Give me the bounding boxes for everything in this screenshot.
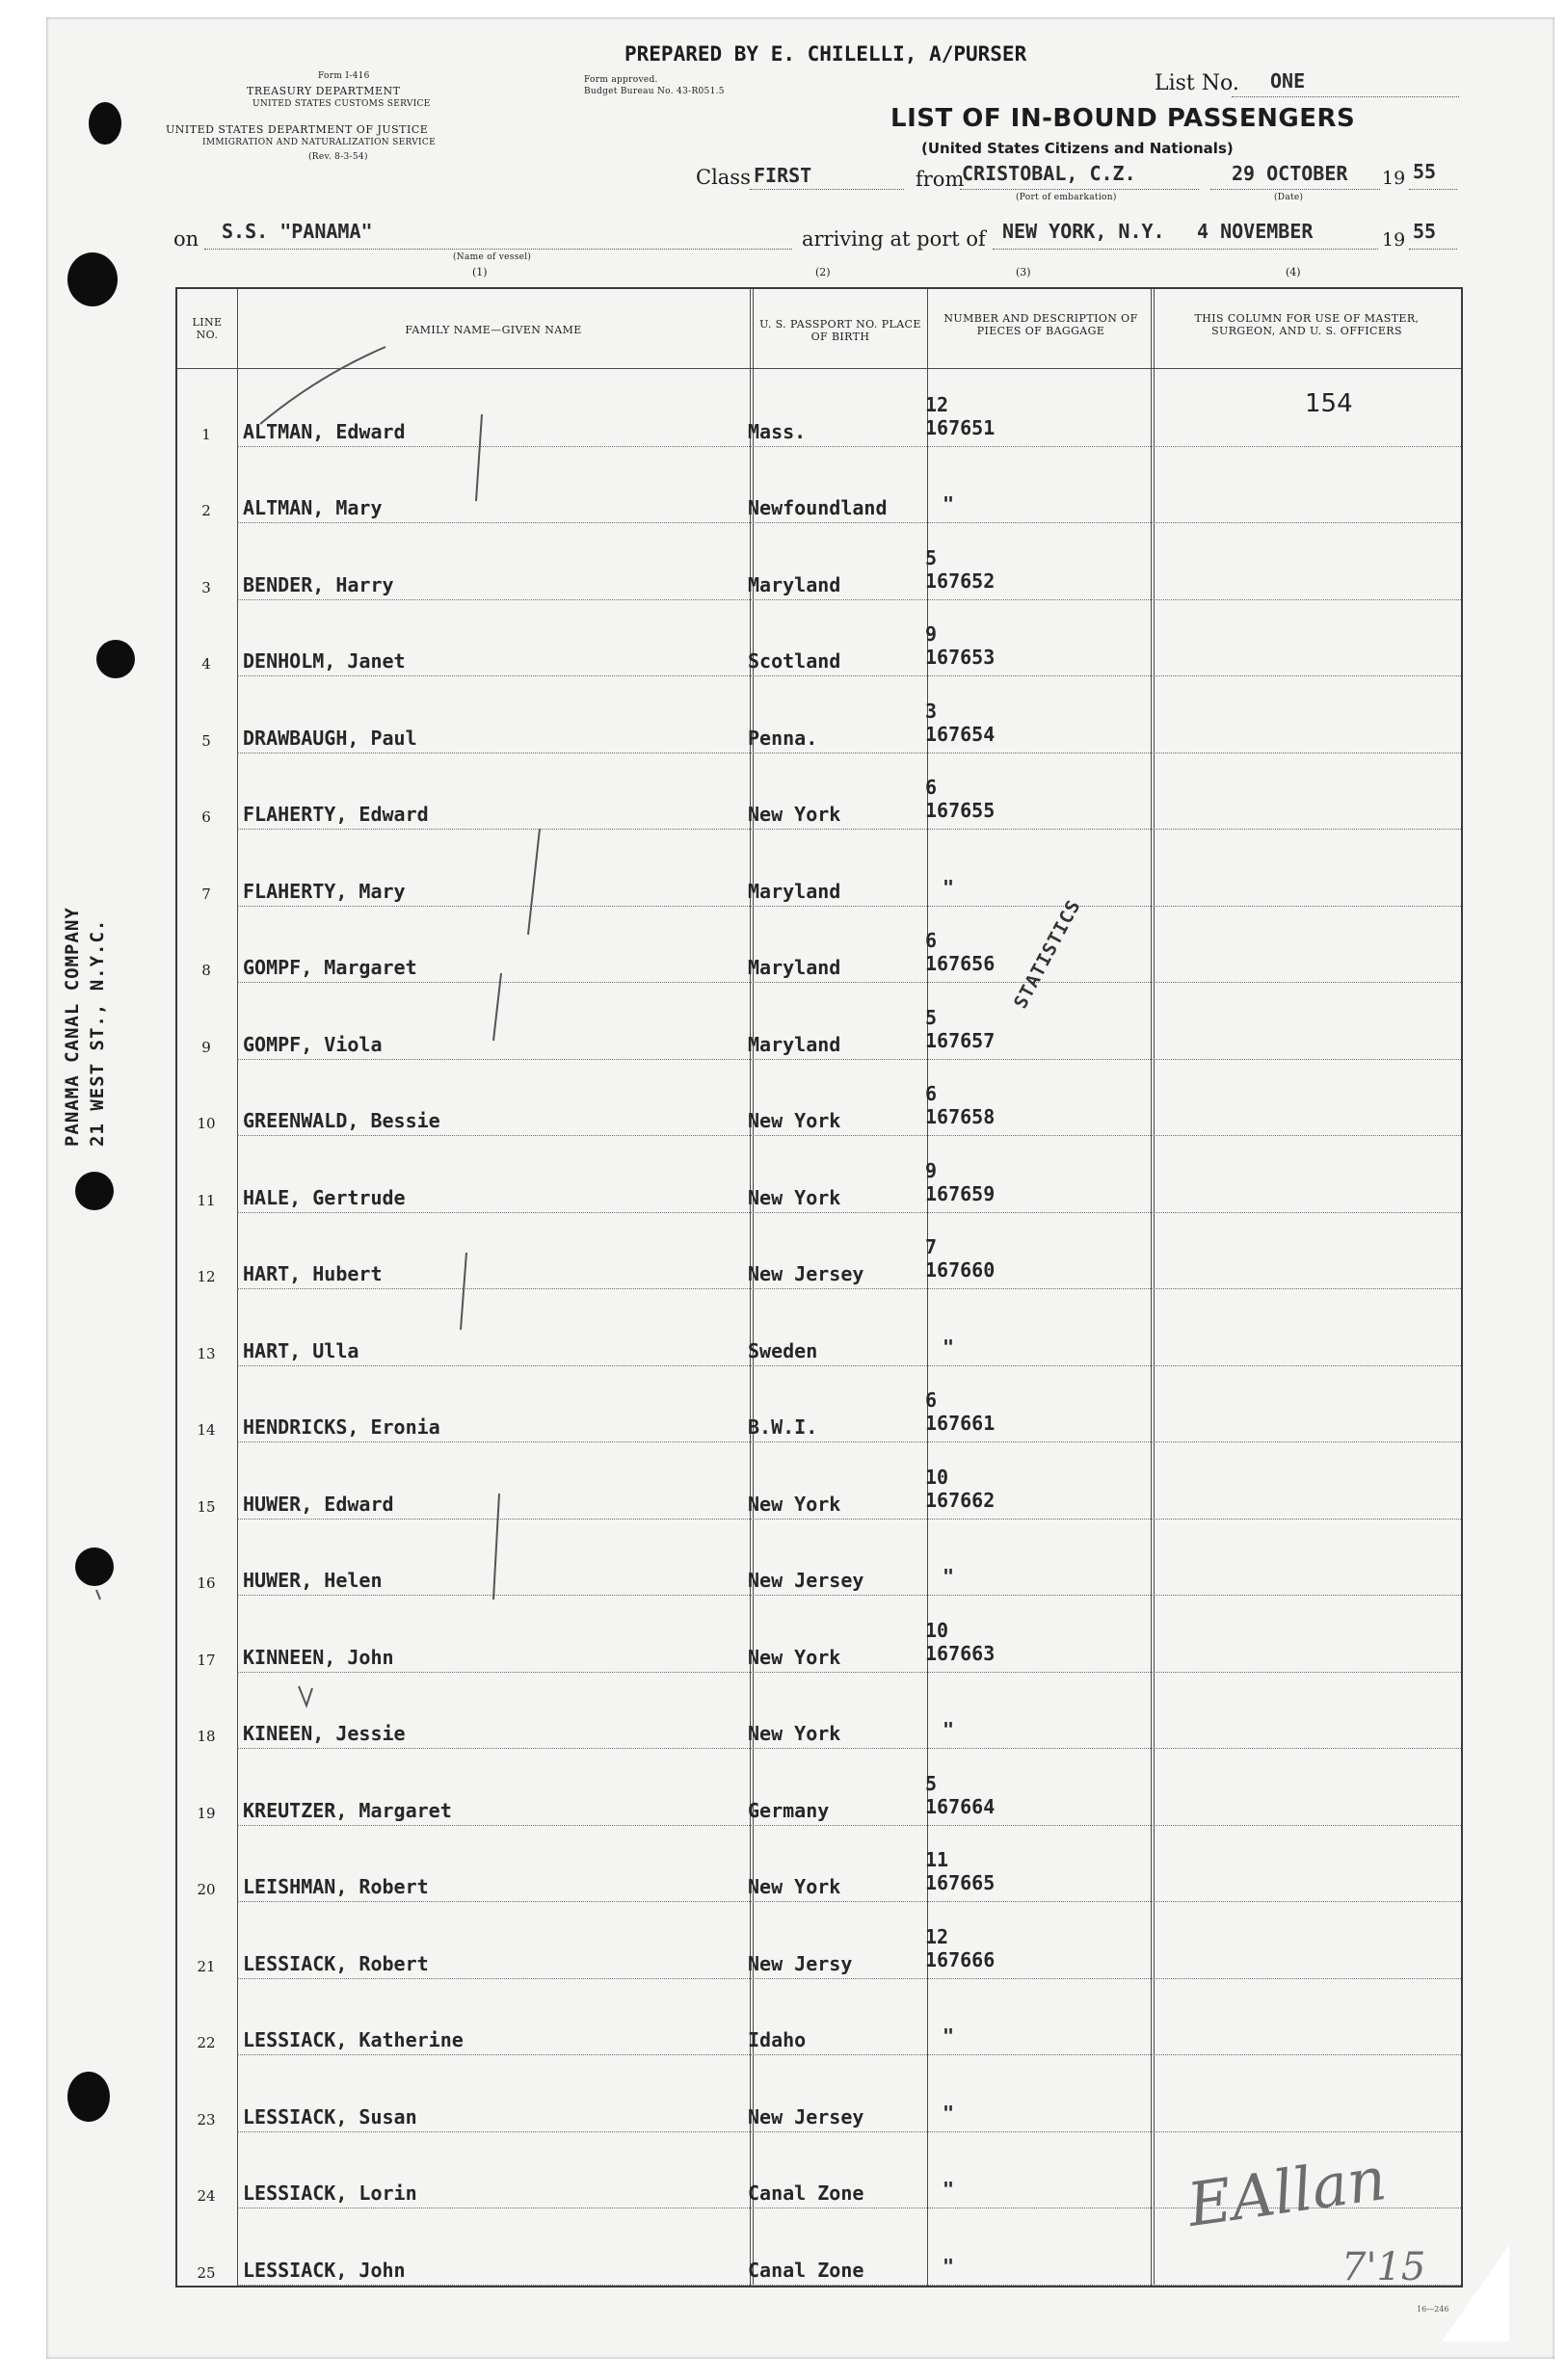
baggage-count: 3 xyxy=(925,699,938,723)
place-of-birth: Sweden xyxy=(748,1338,818,1362)
folded-corner xyxy=(1442,2245,1509,2341)
baggage-number: " xyxy=(943,1718,955,1741)
embarkation-caption: (Port of embarkation) xyxy=(1016,193,1117,202)
table-row xyxy=(177,1902,1461,1979)
baggage-number: 167664 xyxy=(925,1794,996,1818)
table-row xyxy=(177,1213,1461,1290)
column-marker-3: (3) xyxy=(1016,266,1031,278)
baggage-cell xyxy=(925,1848,995,1894)
table-row xyxy=(177,907,1461,984)
line-number: 23 xyxy=(197,2110,216,2129)
baggage-number: 167653 xyxy=(925,646,996,669)
baggage-cell xyxy=(925,876,954,899)
line-number: 4 xyxy=(201,655,211,673)
line-number: 17 xyxy=(197,1651,216,1669)
table-row xyxy=(177,1673,1461,1750)
passenger-name: HUWER, Helen xyxy=(243,1569,383,1592)
baggage-cell xyxy=(925,776,995,822)
table-row xyxy=(177,1749,1461,1826)
line-number: 25 xyxy=(197,2263,216,2282)
list-number-label: List No. xyxy=(1155,71,1239,95)
place-of-birth: New Jersey xyxy=(748,1569,864,1592)
embarkation-line xyxy=(960,189,1199,190)
arriving-label: arriving at port of xyxy=(802,227,986,251)
passenger-name: BENDER, Harry xyxy=(243,572,394,596)
baggage-cell xyxy=(925,1565,954,1588)
company-stamp xyxy=(60,907,110,1147)
departure-year-prefix: 19 xyxy=(1382,168,1406,189)
baggage-number: 167655 xyxy=(925,799,996,822)
passenger-name: KREUTZER, Margaret xyxy=(243,1798,452,1822)
column-header-passport: U. S. PASSPORT NO. PLACE OF BIRTH xyxy=(759,318,921,343)
column-header-officers: THIS COLUMN FOR USE OF MASTER, SURGEON, AND U. S. OFFICERS xyxy=(1194,312,1420,337)
baggage-number: 167661 xyxy=(925,1412,996,1435)
place-of-birth: Maryland xyxy=(748,956,841,979)
statistics-stamp: STATISTICS xyxy=(1010,896,1085,1013)
form-approved: Form approved. xyxy=(584,75,658,85)
line-number: 8 xyxy=(201,962,211,979)
table-row xyxy=(177,1136,1461,1213)
baggage-number: " xyxy=(943,2024,955,2048)
arrival-year-prefix: 19 xyxy=(1382,229,1406,251)
passenger-name: HUWER, Edward xyxy=(243,1492,394,1516)
baggage-number: " xyxy=(943,492,955,516)
passenger-name: ALTMAN, Edward xyxy=(243,419,406,443)
passenger-name: LESSIACK, Lorin xyxy=(243,2182,417,2205)
list-number-value: ONE xyxy=(1270,69,1306,93)
place-of-birth: Canal Zone xyxy=(748,2182,864,2205)
place-of-birth: Scotland xyxy=(748,649,841,673)
place-of-birth: New York xyxy=(748,1875,841,1898)
baggage-count: 6 xyxy=(925,1082,938,1105)
baggage-cell xyxy=(925,622,995,669)
line-number: 12 xyxy=(197,1268,216,1285)
passenger-name: HART, Hubert xyxy=(243,1262,383,1285)
line-number: 13 xyxy=(197,1344,216,1362)
baggage-number: 167654 xyxy=(925,722,996,746)
department-name: TREASURY DEPARTMENT xyxy=(247,85,401,97)
baggage-number: 167657 xyxy=(925,1028,996,1052)
arrival-year: 55 xyxy=(1413,220,1437,243)
place-of-birth: Idaho xyxy=(748,2028,807,2051)
baggage-cell xyxy=(925,393,995,439)
passenger-name: HALE, Gertrude xyxy=(243,1185,406,1209)
baggage-number: 167660 xyxy=(925,1258,996,1282)
place-of-birth: Canal Zone xyxy=(748,2258,864,2282)
officer-note: 154 xyxy=(1305,388,1353,418)
baggage-count: 5 xyxy=(925,545,938,569)
place-of-birth: Penna. xyxy=(748,726,818,750)
baggage-count: 12 xyxy=(925,392,949,416)
baggage-cell xyxy=(925,1466,995,1512)
punch-hole xyxy=(75,1547,114,1586)
table-row xyxy=(177,523,1461,600)
line-number: 3 xyxy=(201,578,211,596)
baggage-number: 167662 xyxy=(925,1488,996,1512)
budget-bureau: Budget Bureau No. 43-R051.5 xyxy=(584,87,725,96)
baggage-cell xyxy=(925,1772,995,1818)
baggage-number: 167656 xyxy=(925,952,996,975)
baggage-cell xyxy=(925,1619,995,1665)
company-stamp-line-2: 21 WEST ST., N.Y.C. xyxy=(87,918,108,1147)
place-of-birth: Mass. xyxy=(748,419,807,443)
baggage-count: 6 xyxy=(925,929,938,952)
line-number: 15 xyxy=(197,1497,216,1516)
passenger-name: KINEEN, Jessie xyxy=(243,1722,406,1745)
line-number: 11 xyxy=(197,1191,216,1209)
baggage-count: 12 xyxy=(925,1924,949,1948)
line-number: 6 xyxy=(201,808,211,826)
baggage-number: 167659 xyxy=(925,1181,996,1205)
place-of-birth: New Jersey xyxy=(748,2104,864,2129)
table-row xyxy=(177,1979,1461,2056)
place-of-birth: Newfoundland xyxy=(748,496,888,519)
vessel-line xyxy=(204,249,792,250)
baggage-count: 10 xyxy=(925,1465,949,1489)
column-marker-1: (1) xyxy=(472,266,488,278)
passenger-name: LESSIACK, Robert xyxy=(243,1951,429,1975)
baggage-number: " xyxy=(943,875,955,899)
place-of-birth: Maryland xyxy=(748,572,841,596)
passenger-name: HART, Ulla xyxy=(243,1338,359,1362)
prepared-by: PREPARED BY E. CHILELLI, A/PURSER xyxy=(624,42,1027,66)
place-of-birth: New York xyxy=(748,1492,841,1516)
document-subtitle: (United States Citizens and Nationals) xyxy=(921,140,1234,157)
passenger-name: LEISHMAN, Robert xyxy=(243,1875,429,1898)
line-number: 19 xyxy=(197,1804,216,1822)
line-number: 14 xyxy=(197,1421,216,1439)
date-caption: (Date) xyxy=(1274,193,1304,202)
place-of-birth: New Jersy xyxy=(748,1951,853,1975)
form-code: 16—246 xyxy=(1417,2305,1449,2314)
passenger-name: DENHOLM, Janet xyxy=(243,649,406,673)
passenger-name: ALTMAN, Mary xyxy=(243,496,383,519)
baggage-number: " xyxy=(943,1335,955,1359)
baggage-cell xyxy=(925,1925,995,1971)
baggage-cell xyxy=(925,1235,995,1282)
table-row xyxy=(177,830,1461,907)
table-row xyxy=(177,447,1461,524)
passenger-name: FLAHERTY, Edward xyxy=(243,803,429,826)
baggage-count: 5 xyxy=(925,1005,938,1029)
immigration-service: IMMIGRATION AND NATURALIZATION SERVICE xyxy=(202,138,436,147)
departure-date-line xyxy=(1210,189,1380,190)
table-row xyxy=(177,1826,1461,1903)
class-line xyxy=(750,189,904,190)
punch-hole xyxy=(96,640,135,678)
place-of-birth: New York xyxy=(748,1722,841,1745)
place-of-birth: Maryland xyxy=(748,879,841,903)
passenger-name: GREENWALD, Bessie xyxy=(243,1109,440,1132)
vessel-name: S.S. "PANAMA" xyxy=(222,220,373,243)
passenger-table xyxy=(175,287,1463,2287)
baggage-count: 6 xyxy=(925,1388,938,1412)
line-number: 1 xyxy=(201,425,211,443)
line-number: 9 xyxy=(201,1038,211,1056)
baggage-cell xyxy=(925,2255,954,2278)
passenger-name: DRAWBAUGH, Paul xyxy=(243,726,417,750)
company-stamp-line-1: PANAMA CANAL COMPANY xyxy=(62,907,83,1147)
table-row xyxy=(177,1596,1461,1673)
place-of-birth: New York xyxy=(748,803,841,826)
customs-service: UNITED STATES CUSTOMS SERVICE xyxy=(252,99,431,109)
baggage-number: 167665 xyxy=(925,1871,996,1894)
row-rule xyxy=(237,2285,1461,2286)
line-number: 24 xyxy=(197,2187,216,2205)
handwritten-signature: EAllan xyxy=(1182,2142,1391,2241)
embarkation-port: CRISTOBAL, C.Z. xyxy=(962,162,1136,185)
line-number: 20 xyxy=(197,1881,216,1898)
line-number: 18 xyxy=(197,1728,216,1745)
baggage-cell xyxy=(925,2102,954,2125)
punch-hole xyxy=(89,102,121,145)
table-row xyxy=(177,1366,1461,1443)
baggage-number: 167658 xyxy=(925,1105,996,1128)
arrival-date: 4 NOVEMBER xyxy=(1197,220,1314,243)
line-number: 21 xyxy=(197,1957,216,1975)
class-label: Class xyxy=(696,166,751,189)
arrival-year-line xyxy=(1409,249,1457,250)
table-row xyxy=(177,600,1461,677)
baggage-number: " xyxy=(943,2178,955,2201)
baggage-number: " xyxy=(943,1565,955,1588)
baggage-count: 7 xyxy=(925,1235,938,1258)
on-label: on xyxy=(173,227,199,251)
handwritten-notation: 7'15 xyxy=(1341,2245,1426,2289)
place-of-birth: B.W.I. xyxy=(748,1415,818,1439)
line-number: 5 xyxy=(201,731,211,750)
place-of-birth: Maryland xyxy=(748,1032,841,1056)
header-divider xyxy=(177,368,1461,369)
passenger-name: LESSIACK, John xyxy=(243,2258,406,2282)
passenger-name: LESSIACK, Katherine xyxy=(243,2028,464,2051)
column-header-name: FAMILY NAME—GIVEN NAME xyxy=(405,324,582,336)
baggage-number: " xyxy=(943,2254,955,2278)
line-number: 16 xyxy=(197,1574,216,1592)
column-header-baggage: NUMBER AND DESCRIPTION OF PIECES OF BAGGAGE xyxy=(943,312,1138,337)
passenger-name: GOMPF, Viola xyxy=(243,1032,383,1056)
column-marker-4: (4) xyxy=(1286,266,1301,278)
justice-department: UNITED STATES DEPARTMENT OF JUSTICE xyxy=(166,123,429,136)
baggage-number: 167651 xyxy=(925,415,996,439)
table-row xyxy=(177,1520,1461,1597)
baggage-cell xyxy=(925,1006,995,1052)
passenger-name: LESSIACK, Susan xyxy=(243,2104,417,2129)
line-number: 7 xyxy=(201,885,211,903)
place-of-birth: New York xyxy=(748,1185,841,1209)
line-number: 22 xyxy=(197,2034,216,2051)
from-label: from xyxy=(916,168,965,191)
baggage-cell xyxy=(925,1082,995,1128)
baggage-cell xyxy=(925,1388,995,1435)
column-header-line-no: LINE NO. xyxy=(192,316,223,341)
list-number-line xyxy=(1232,96,1459,97)
baggage-cell xyxy=(925,1335,954,1359)
baggage-cell xyxy=(925,2024,954,2048)
table-row xyxy=(177,2055,1461,2132)
baggage-count: 9 xyxy=(925,1158,938,1182)
baggage-cell xyxy=(925,492,954,516)
passenger-name: GOMPF, Margaret xyxy=(243,956,417,979)
table-row xyxy=(177,1060,1461,1137)
table-row xyxy=(177,370,1461,447)
arrival-port: NEW YORK, N.Y. xyxy=(1002,220,1165,243)
baggage-count: 9 xyxy=(925,622,938,646)
table-row xyxy=(177,1289,1461,1366)
form-number: Form I-416 xyxy=(318,71,370,81)
punch-hole xyxy=(75,1172,114,1210)
class-value: FIRST xyxy=(754,164,812,187)
baggage-number: 167666 xyxy=(925,1947,996,1971)
baggage-cell xyxy=(925,1718,954,1741)
table-row xyxy=(177,983,1461,1060)
passenger-name: FLAHERTY, Mary xyxy=(243,879,406,903)
baggage-cell xyxy=(925,2178,954,2201)
place-of-birth: New Jersey xyxy=(748,1262,864,1285)
baggage-count: 10 xyxy=(925,1618,949,1642)
departure-year: 55 xyxy=(1413,160,1437,183)
place-of-birth: New York xyxy=(748,1109,841,1132)
document-title: LIST OF IN-BOUND PASSENGERS xyxy=(890,104,1356,133)
vessel-caption: (Name of vessel) xyxy=(453,252,532,262)
passenger-name: HENDRICKS, Eronia xyxy=(243,1415,440,1439)
table-row xyxy=(177,754,1461,831)
baggage-count: 5 xyxy=(925,1771,938,1795)
table-row xyxy=(177,1442,1461,1520)
place-of-birth: Germany xyxy=(748,1798,830,1822)
baggage-cell xyxy=(925,546,995,593)
revision-date: (Rev. 8-3-54) xyxy=(308,152,368,162)
table-row xyxy=(177,676,1461,754)
column-marker-2: (2) xyxy=(815,266,831,278)
punch-hole xyxy=(67,252,118,306)
baggage-count: 11 xyxy=(925,1848,949,1871)
baggage-cell xyxy=(925,700,995,746)
baggage-cell xyxy=(925,1159,995,1205)
baggage-number: 167652 xyxy=(925,569,996,593)
passenger-name: KINNEEN, John xyxy=(243,1645,394,1669)
arrival-port-line xyxy=(993,249,1378,250)
baggage-number: 167663 xyxy=(925,1641,996,1665)
baggage-cell xyxy=(925,929,995,975)
baggage-number: " xyxy=(943,2101,955,2125)
place-of-birth: New York xyxy=(748,1645,841,1669)
baggage-count: 6 xyxy=(925,776,938,799)
departure-year-line xyxy=(1409,189,1457,190)
punch-hole xyxy=(67,2072,110,2122)
line-number: 10 xyxy=(197,1115,216,1132)
line-number: 2 xyxy=(201,502,211,519)
departure-date: 29 OCTOBER xyxy=(1232,162,1348,185)
